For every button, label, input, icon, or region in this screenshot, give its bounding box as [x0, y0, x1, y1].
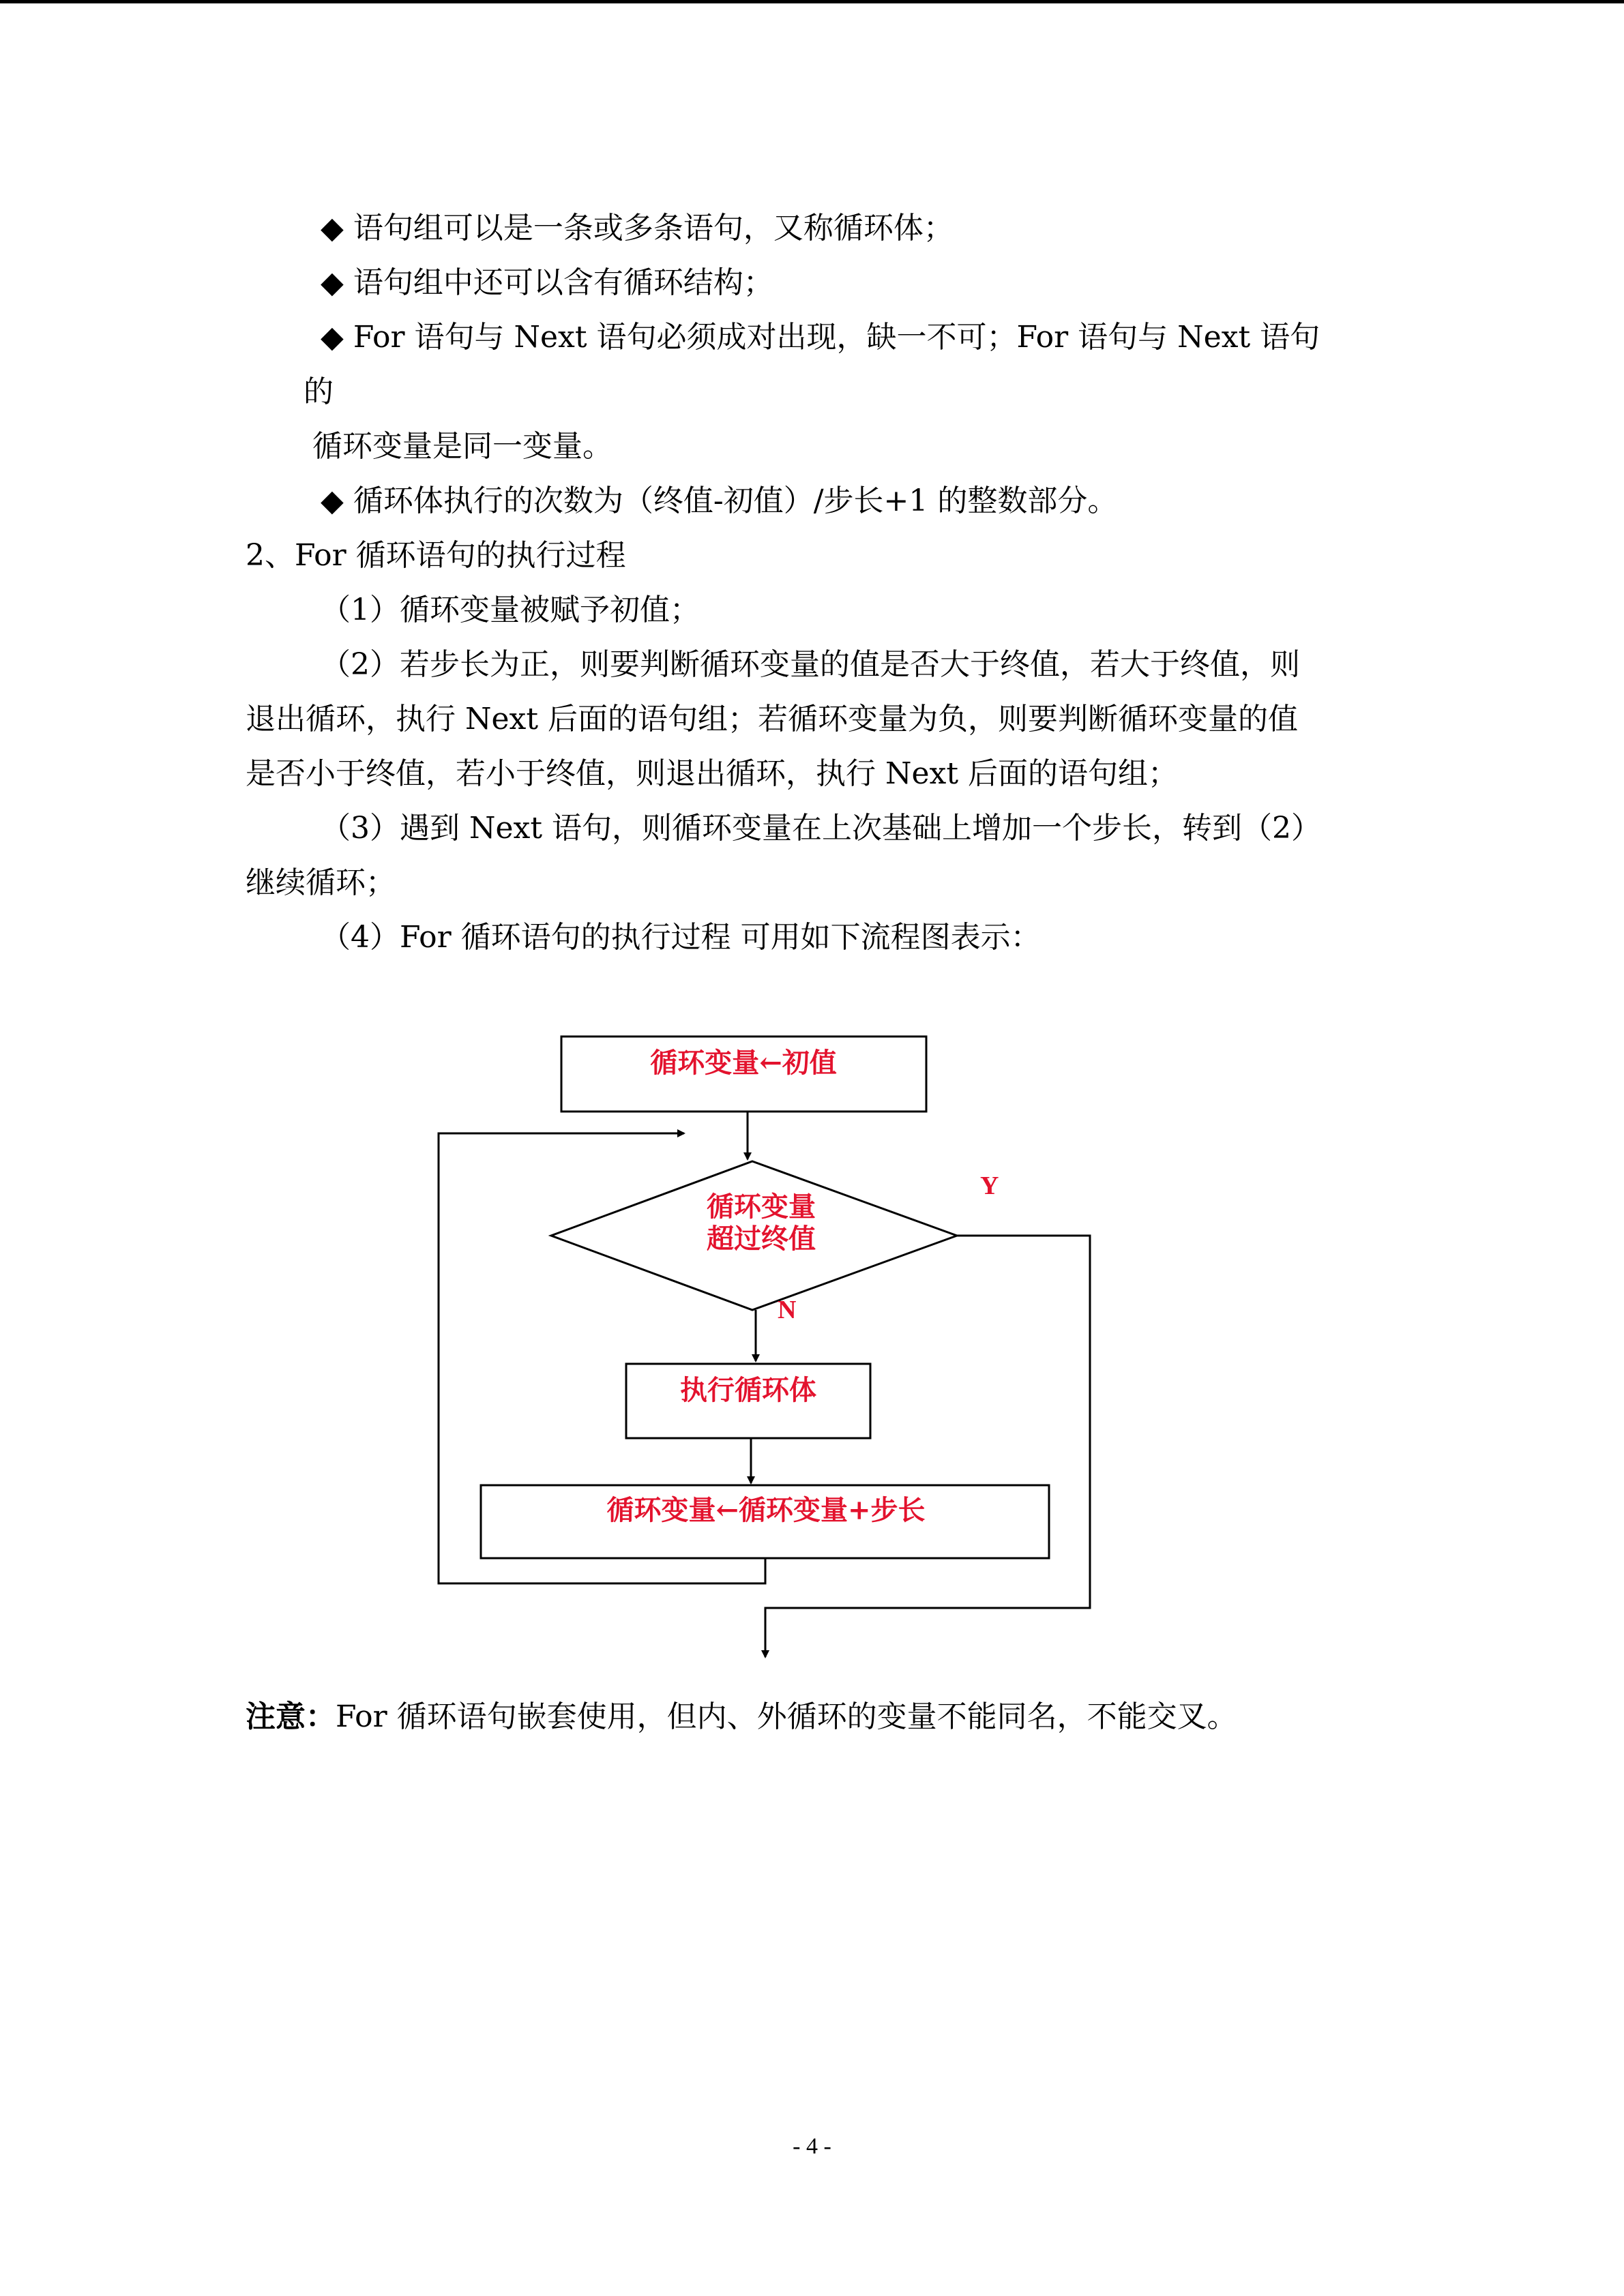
step-2-line-2: 退出循环，执行 Next 后面的语句组；若循环变量为负，则要判断循环变量的值 — [246, 702, 1299, 736]
bullet-wrap-text: 的 — [304, 374, 334, 409]
step-2-line-3: 是否小于终值，若小于终值，则退出循环，执行 Next 后面的语句组； — [246, 756, 1179, 791]
exit-arrow — [765, 1236, 1090, 1657]
decision-label-line-2: 超过终值 — [707, 1223, 816, 1255]
step-box-label: 循环变量←循环变量+步长 — [606, 1494, 926, 1526]
diamond-bullet-icon: ◆ — [321, 483, 344, 518]
no-label: N — [778, 1296, 797, 1324]
page-number: - 4 - — [793, 2134, 831, 2159]
note-label: 注意： — [246, 1699, 336, 1734]
step-4: （4）For 循环语句的执行过程 可用如下流程图表示： — [321, 920, 1041, 955]
section-heading: 2、For 循环语句的执行过程 — [246, 538, 626, 573]
note-text: For 循环语句嵌套使用，但内、外循环的变量不能同名，不能交叉。 — [336, 1699, 1237, 1734]
bullet-text: 语句组可以是一条或多条语句，又称循环体； — [353, 211, 954, 245]
diamond-bullet-icon: ◆ — [321, 211, 344, 245]
bullet-text: For 语句与 Next 语句必须成对出现，缺一不可；For 语句与 Next 语句 — [353, 320, 1320, 355]
bullet-text: 语句组中还可以含有循环结构； — [353, 265, 773, 300]
step-1: （1）循环变量被赋予初值； — [321, 593, 700, 627]
bullet-text: 循环体执行的次数为（终值-初值）/步长+1 的整数部分。 — [353, 483, 1118, 518]
diamond-bullet-icon: ◆ — [321, 320, 344, 355]
step-2-line-1: （2）若步长为正，则要判断循环变量的值是否大于终值，若大于终值，则 — [321, 647, 1300, 682]
step-3-line-2: 继续循环； — [246, 865, 396, 900]
diamond-bullet-icon: ◆ — [321, 265, 344, 300]
step-3-line-1: （3）遇到 Next 语句，则循环变量在上次基础上增加一个步长，转到（2） — [321, 811, 1321, 846]
init-box-label: 循环变量←初值 — [650, 1047, 837, 1079]
note — [246, 1697, 1237, 1738]
body-box-label: 执行循环体 — [680, 1374, 816, 1406]
yes-label: Y — [980, 1172, 999, 1200]
bullet-continuation-text: 循环变量是同一变量。 — [312, 429, 612, 464]
decision-label-line-1: 循环变量 — [707, 1191, 816, 1223]
